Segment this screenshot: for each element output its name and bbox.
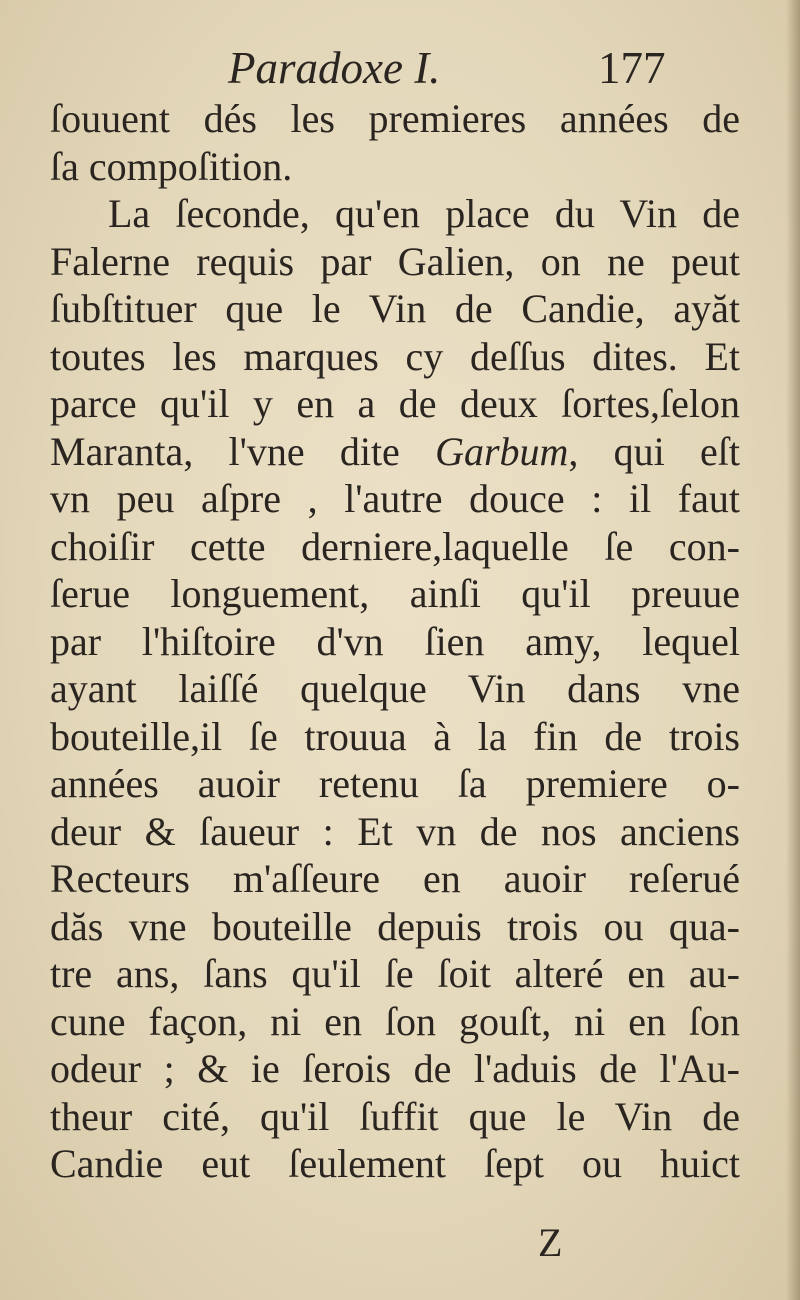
text-line: ſubſtituer que le Vin de Candie, ayăt [50,286,740,331]
text-line-with-italic [50,428,740,476]
text-line: Recteurs m'aſſeure en auoir reſerué [50,856,740,901]
body-text [50,95,740,1188]
text-line: odeur ; & ie ſerois de l'aduis de l'Au- [50,1046,740,1091]
text-line: toutes les marques cy deſſus dites. Et [50,333,740,379]
text-line: années auoir retenu ſa premiere o- [50,761,740,806]
text-line: par l'hiſtoire d'vn ſien amy, lequel [50,618,740,664]
text-line: tre ans, ſans qu'il ſe ſoit alteré en au- [50,951,740,996]
running-title: Paradoxe I. [228,43,441,93]
text-line: deur & ſaueur : Et vn de nos anciens [50,808,740,854]
page-header [0,38,800,98]
text-line: ſerue longuement, ainſi qu'il preuue [50,571,740,616]
text-line: La ſeconde, qu'en place du Vin de [108,191,740,236]
text-line: theur cité, qu'il ſuffit que le Vin de [50,1093,740,1139]
text-line: dăs vne bouteille depuis trois ou qua- [50,903,740,949]
text-line: cune façon, ni en ſon gouſt, ni en ſon [50,998,740,1044]
page-number: 177 [598,43,666,93]
text-line: Candie eut ſeulement ſept ou huict [50,1141,740,1186]
text-line: vn peu aſpre , l'autre douce : il faut [50,476,740,521]
italic-word: Garbum [435,428,569,474]
text-line: ſouuent dés les premieres années de [50,96,740,141]
text-line: Falerne requis par Galien, on ne peut [50,238,740,284]
text-line: bouteille,il ſe trouua à la fin de trois [50,713,740,759]
text-line: parce qu'il y en a de deux ſortes,ſelon [50,381,740,426]
signature-mark: Z [538,1220,563,1265]
text-line: ayant laiſſé quelque Vin dans vne [50,666,740,711]
text-line: ſa compoſition. [50,143,293,189]
text-segment: , qui eſt [568,428,740,474]
text-segment: Maranta, l'vne dite [50,428,436,474]
text-line: choiſir cette derniere,laquelle ſe con- [50,523,740,569]
page-edge-shadow [786,0,800,1300]
